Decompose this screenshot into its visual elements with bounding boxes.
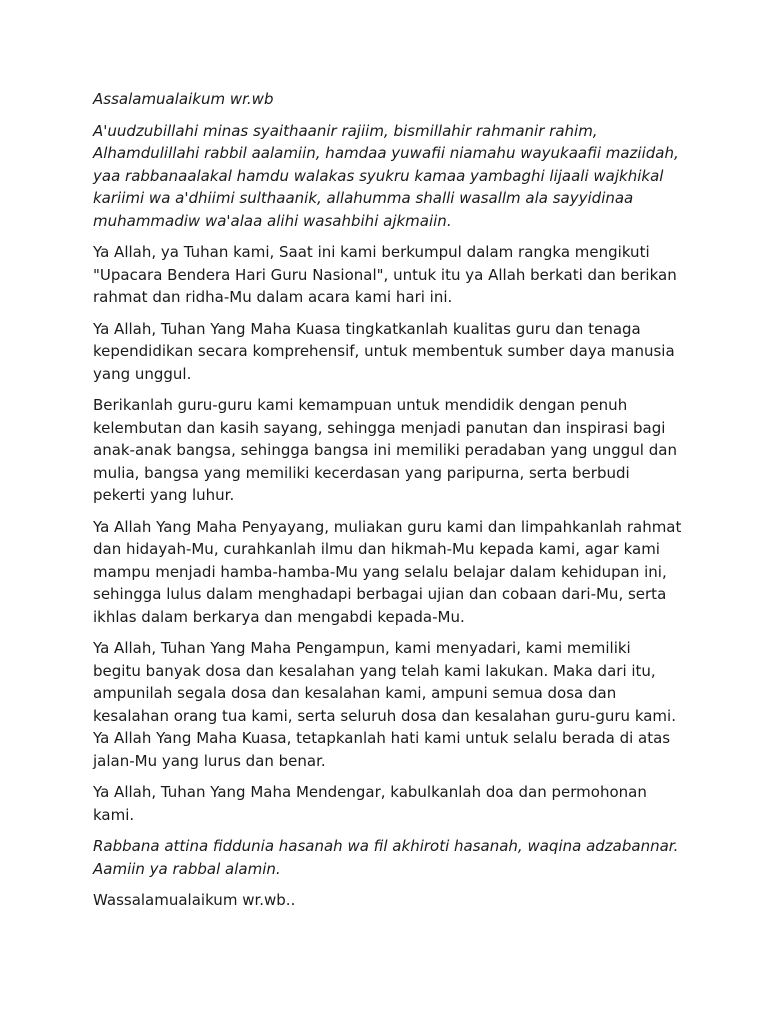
paragraph-request: Ya Allah, Tuhan Yang Maha Mendengar, kabulkanlah doa dan permohonan kami.: [93, 783, 647, 824]
paragraph-mercy: Ya Allah Yang Maha Penyayang, muliakan guru kami dan limpahkanlah rahmat dan hidayah-Mu, curahkanlah ilmu dan hikmah-Mu kepada kami, agar kami mampu menjadi hamba-hamba-Mu yang selalu belajar dalam kehidupan ini, sehingga lulus dalam menghadapi berbagai ujian dan cobaan dari-Mu, serta ikhlas dalam berkarya dan mengabdi kepada-Mu.: [93, 517, 682, 626]
document-body: [93, 88, 683, 921]
paragraph-forgiveness: Ya Allah, Tuhan Yang Maha Pengampun, kami menyadari, kami memiliki begitu banyak dosa dan kesalahan yang telah kami lakukan. Maka dari itu, ampunilah segala dosa dan kesalahan kami, ampuni semua dosa dan kesalahan orang tua kami, serta seluruh dosa dan kesalahan guru-guru kami. Ya Allah Yang Maha Kuasa, tetapkanlah hati kami untuk selalu berada di atas jalan-Mu yang lurus dan benar.: [93, 639, 676, 770]
greeting-close: Wassalamualaikum wr.wb..: [93, 891, 296, 909]
paragraph-teacher-quality: Ya Allah, Tuhan Yang Maha Kuasa tingkatkanlah kualitas guru dan tenaga kependidikan secara komprehensif, untuk membentuk sumber daya manusia yang unggul.: [93, 319, 675, 383]
paragraph-opening-ceremony: Ya Allah, ya Tuhan kami, Saat ini kami berkumpul dalam rangka mengikuti "Upacara Bendera Hari Guru Nasional", untuk itu ya Allah berkati dan berikan rahmat dan ridha-Mu dalam acara kami hari ini.: [93, 243, 677, 306]
paragraph-teacher-ability: Berikanlah guru-guru kami kemampuan untuk mendidik dengan penuh kelembutan dan kasih sayang, sehingga menjadi panutan dan inspirasi bagi anak-anak bangsa, sehingga bangsa ini memiliki peradaban yang unggul dan mulia, bangsa yang memiliki kecerdasan yang paripurna, serta berbudi pekerti yang luhur.: [93, 396, 677, 504]
greeting-open: Assalamualaikum wr.wb: [93, 90, 274, 108]
closing-prayer: Rabbana attina fiddunia hasanah wa fil akhiroti hasanah, waqina adzabannar. Aamiin ya rabbal alamin.: [93, 837, 679, 878]
opening-prayer: A'uudzubillahi minas syaithaanir rajiim, bismillahir rahmanir rahim, Alhamdulillahi rabbil aalamiin, hamdaa yuwafii niamahu wayukaafii maziidah, yaa rabbanaalakal hamdu walakas syukru kamaa yambaghi lijaali wajkhikal kariimi wa a'dhiimi sulthaanik, allahumma shalli wasallm ala sayyidinaa muhammadiw wa'alaa alihi wasahbihi ajkmaiin.: [93, 121, 679, 230]
